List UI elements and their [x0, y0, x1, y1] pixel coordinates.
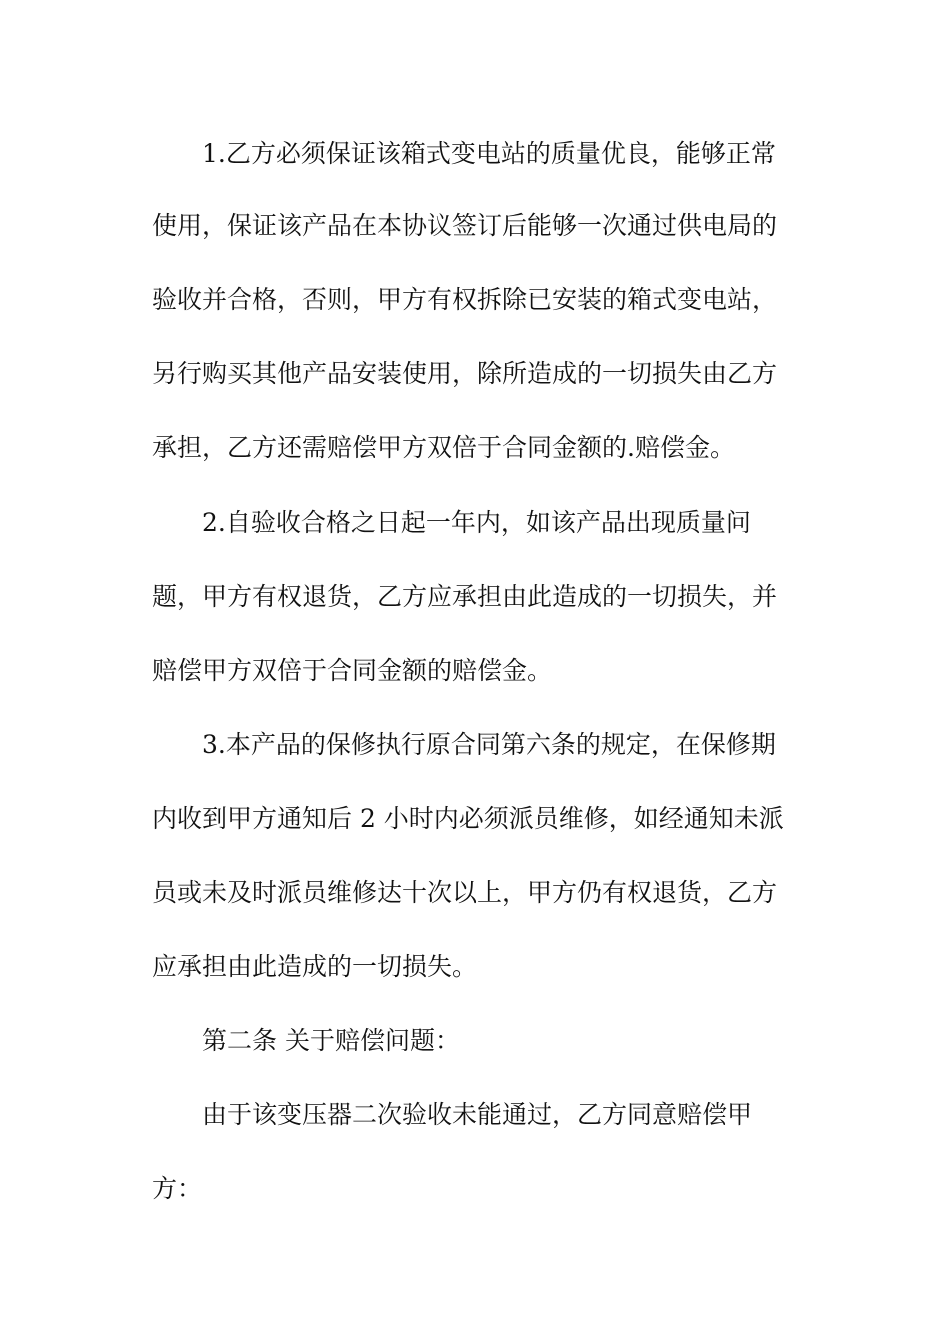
clause-3-line-2: 内收到甲方通知后 2 小时内必须派员维修，如经通知未派 [152, 804, 784, 833]
article-2-body-line-1: 由于该变压器二次验收未能通过，乙方同意赔偿甲 [202, 1100, 753, 1129]
article-2-heading: 第二条 关于赔偿问题： [202, 1026, 460, 1055]
clause-1-line-4: 另行购买其他产品安装使用，除所造成的一切损失由乙方 [152, 359, 778, 388]
clause-2-line-1: 2.自验收合格之日起一年内，如该产品出现质量问 [202, 508, 751, 537]
clause-2-line-2: 题，甲方有权退货，乙方应承担由此造成的一切损失，并 [152, 582, 778, 611]
clause-1-line-1: 1.乙方必须保证该箱式变电站的质量优良，能够正常 [202, 139, 776, 168]
clause-3-line-3: 员或未及时派员维修达十次以上，甲方仍有权退货，乙方 [152, 878, 778, 907]
clause-1-line-2: 使用，保证该产品在本协议签订后能够一次通过供电局的 [152, 211, 778, 240]
clause-1-line-3: 验收并合格，否则，甲方有权拆除已安装的箱式变电站， [152, 285, 778, 314]
article-2-body-line-2: 方： [152, 1174, 203, 1203]
clause-3-line-4: 应承担由此造成的一切损失。 [152, 952, 478, 981]
clause-1-line-5: 承担，乙方还需赔偿甲方双倍于合同金额的.赔偿金。 [152, 433, 735, 462]
clause-2-line-3: 赔偿甲方双倍于合同金额的赔偿金。 [152, 656, 553, 685]
clause-3-line-1: 3.本产品的保修执行原合同第六条的规定，在保修期 [202, 730, 776, 759]
